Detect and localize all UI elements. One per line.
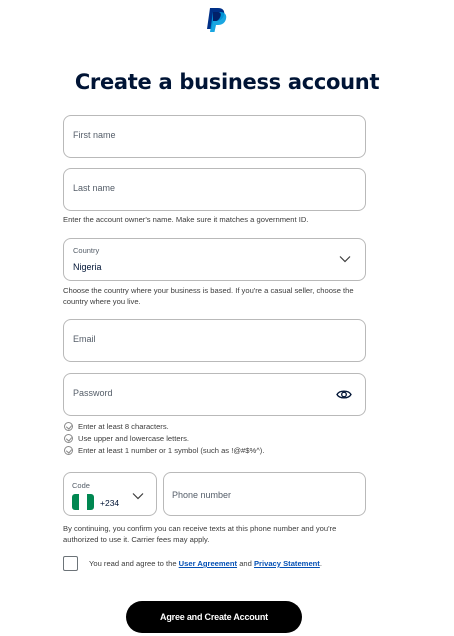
password-requirement <box>64 445 364 457</box>
phone-number-field[interactable] <box>163 472 366 516</box>
paypal-logo-icon <box>205 7 227 33</box>
eye-icon[interactable] <box>336 388 352 401</box>
country-select[interactable] <box>63 238 366 281</box>
check-circle-icon <box>64 446 73 455</box>
password-requirement <box>64 421 364 433</box>
email-placeholder: Email <box>73 334 96 344</box>
password-field[interactable] <box>63 373 366 416</box>
agreement-and: and <box>239 559 252 568</box>
requirement-text: Enter at least 8 characters. <box>78 422 169 431</box>
privacy-statement-link[interactable]: Privacy Statement <box>253 559 320 568</box>
agreement-text <box>89 559 322 568</box>
chevron-down-icon <box>132 492 144 500</box>
chevron-down-icon <box>339 255 351 263</box>
phone-number-placeholder: Phone number <box>172 490 232 500</box>
requirement-text: Use upper and lowercase letters. <box>78 434 190 443</box>
last-name-field[interactable] <box>63 168 366 211</box>
country-hint: Choose the country where your business is based. If you're a casual seller, choose the country where you live. <box>63 286 354 306</box>
password-requirement <box>64 433 364 445</box>
email-field[interactable] <box>63 319 366 362</box>
requirement-text: Enter at least 1 number or 1 symbol (such as !@#$%^). <box>78 446 265 455</box>
check-circle-icon <box>64 422 73 431</box>
phone-hint: By continuing, you confirm you can receive texts at this phone number and you're authorized to use it. Carrier fees may apply. <box>63 524 337 544</box>
name-hint: Enter the account owner's name. Make sure it matches a government ID. <box>63 215 309 224</box>
page-title: Create a business account <box>74 70 380 94</box>
first-name-placeholder: First name <box>73 130 116 140</box>
country-label: Country <box>73 246 100 255</box>
country-value: Nigeria <box>73 262 102 272</box>
first-name-field[interactable] <box>63 115 366 158</box>
agreement-checkbox[interactable] <box>63 556 78 571</box>
agreement-prefix: You read and agree to the <box>89 559 177 568</box>
agree-create-account-button[interactable]: Agree and Create Account <box>126 601 302 633</box>
agreement-row <box>63 556 383 572</box>
password-placeholder: Password <box>73 388 113 398</box>
user-agreement-link[interactable]: User Agreement <box>178 559 238 568</box>
agreement-suffix: . <box>319 559 322 568</box>
nigeria-flag-icon <box>72 494 94 510</box>
last-name-placeholder: Last name <box>73 183 116 193</box>
check-circle-icon <box>64 434 73 443</box>
code-label: Code <box>72 481 90 490</box>
dial-code: +234 <box>100 498 120 508</box>
country-code-select[interactable] <box>63 472 157 516</box>
